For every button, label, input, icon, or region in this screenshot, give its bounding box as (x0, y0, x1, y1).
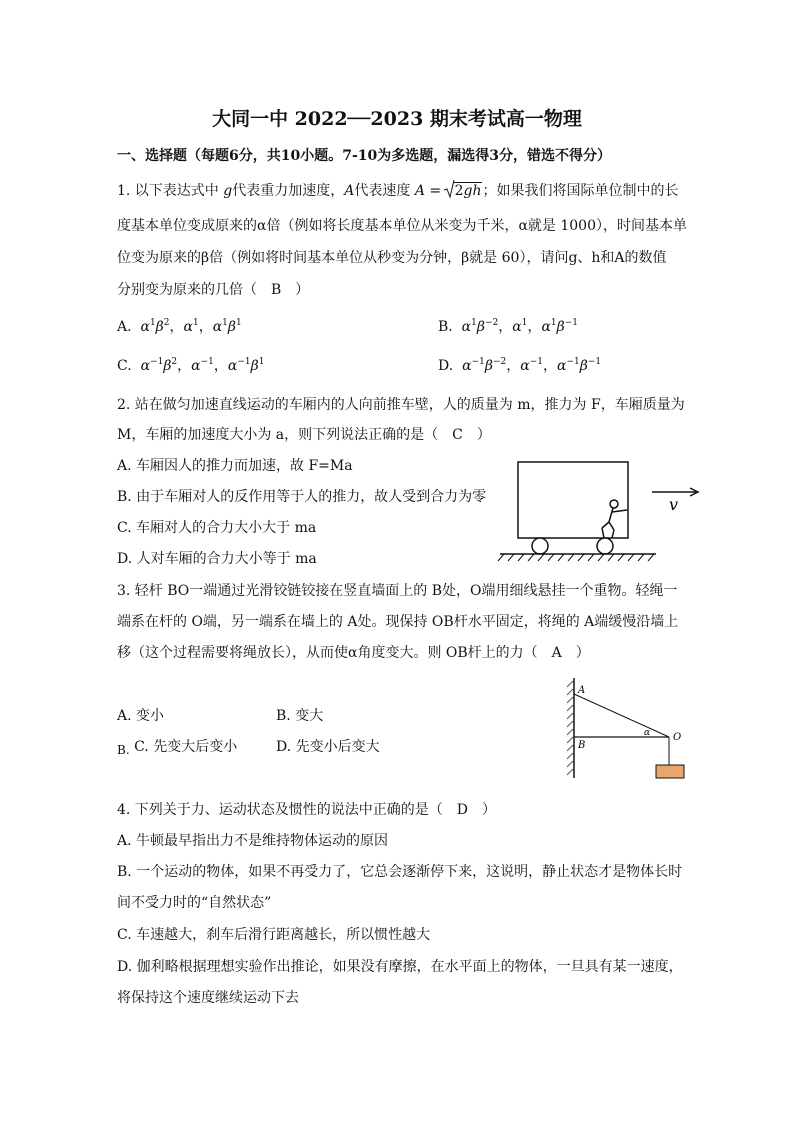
q1-line2: 度基本单位变成原来的α倍（例如将长度基本单位从米变为千米，α就是 1000），时间基本单 (117, 218, 687, 234)
carriage-wheel-right (597, 538, 613, 554)
q3-option-d: D. 先变小后变大 (276, 739, 380, 755)
weight-block (656, 765, 684, 778)
q3-line3: 移（这个过程需要将绳放长），从而使α角度变大。则 OB杆上的力（ A ） (117, 645, 590, 661)
q1-line4: 分别变为原来的几倍（ B ） (117, 282, 310, 298)
q4-option-c: C. 车速越大，刹车后滑行距离越长，所以惯性越大 (117, 927, 431, 943)
page-title: 大同一中 2022──2023 期末考试高一物理 (212, 108, 582, 130)
q3-option-c: B. C. 先变大后变小 (117, 739, 238, 757)
label-o: O (673, 732, 682, 743)
q2-line2: M，车厢的加速度大小为 a，则下列说法正确的是（ C ） (117, 427, 491, 443)
q2-option-b: B. 由于车厢对人的反作用等于人的推力，故人受到合力为零 (117, 489, 487, 505)
q1-option-b: B. $\alpha^1\beta^{-2}$，$\alpha^1$，$\alpha^1\beta^{-1}$ (438, 318, 579, 335)
label-b: B (578, 740, 586, 751)
label-alpha: α (644, 728, 651, 738)
q4-option-d-line1: D. 伽利略根据理想实验作出推论，如果没有摩擦，在水平面上的物体，一旦具有某一速度， (117, 959, 683, 975)
q2-line1: 2. 站在做匀加速直线运动的车厢内的人向前推车壁，人的质量为 m，推力为 F，车厢质量为 (117, 397, 685, 413)
carriage-figure (496, 458, 706, 573)
q1-option-a: A. $\alpha^1\beta^2$，$\alpha^1$，$\alpha^1\beta^1$ (117, 318, 242, 335)
q4-option-d-line2: 将保持这个速度继续运动下去 (117, 990, 299, 1006)
wall-hatching (567, 680, 574, 775)
q3-line2: 端系在杆的 O端，另一端系在墙上的 A处。现保持 OB杆水平固定，将绳的 A端缓慢沿墙上 (117, 614, 679, 630)
q1-line1: 1. 以下表达式中 g代表重力加速度，A代表速度 A = 2gh；如果我们将国际单位制中的长 (117, 181, 678, 201)
rod-rope-figure (562, 676, 712, 786)
q3-line1: 3. 轻杆 BO一端通过光滑铰链铰接在竖直墙面上的 B处，O端用细线悬挂一个重物。轻绳一 (117, 583, 678, 599)
rope-ao (574, 694, 669, 737)
q1-line3: 位变为原来的β倍（例如将时间基本单位从秒变为分钟，β就是 60），请问g、h和A的数值 (117, 250, 667, 266)
q4-line1: 4. 下列关于力、运动状态及惯性的说法中正确的是（ D ） (117, 802, 497, 818)
q3-option-b: B. 变大 (276, 708, 324, 724)
q1-formula: A = 2gh (415, 183, 483, 199)
ground-hatching (498, 554, 654, 561)
section-heading: 一、选择题（每题6分，共10小题。7-10为多选题，漏选得3分，错选不得分） (117, 148, 611, 164)
q2-option-a: A. 车厢因人的推力而加速，故 F=Ma (117, 458, 353, 474)
label-a: A (578, 685, 586, 696)
q1-option-d: D. $\alpha^{-1}\beta^{-2}$，$\alpha^{-1}$，$\alpha^{-1}\beta^{-1}$ (438, 357, 602, 374)
q2-option-c: C. 车厢对人的合力大小大于 ma (117, 520, 317, 536)
q3-option-a: A. 变小 (117, 708, 165, 724)
velocity-label: v (669, 495, 679, 514)
carriage-wheel-left (532, 538, 548, 554)
q2-option-d: D. 人对车厢的合力大小等于 ma (117, 551, 317, 567)
q4-option-a: A. 牛顿最早指出力不是维持物体运动的原因 (117, 833, 389, 849)
q1-option-c: C. $\alpha^{-1}\beta^2$，$\alpha^{-1}$，$\alpha^{-1}\beta^1$ (117, 357, 265, 374)
q4-option-b-line1: B. 一个运动的物体，如果不再受力了，它总会逐渐停下来，这说明，静止状态才是物体长时 (117, 864, 683, 880)
person-figure (602, 500, 627, 538)
q4-option-b-line2: 间不受力时的“自然状态” (117, 895, 272, 911)
